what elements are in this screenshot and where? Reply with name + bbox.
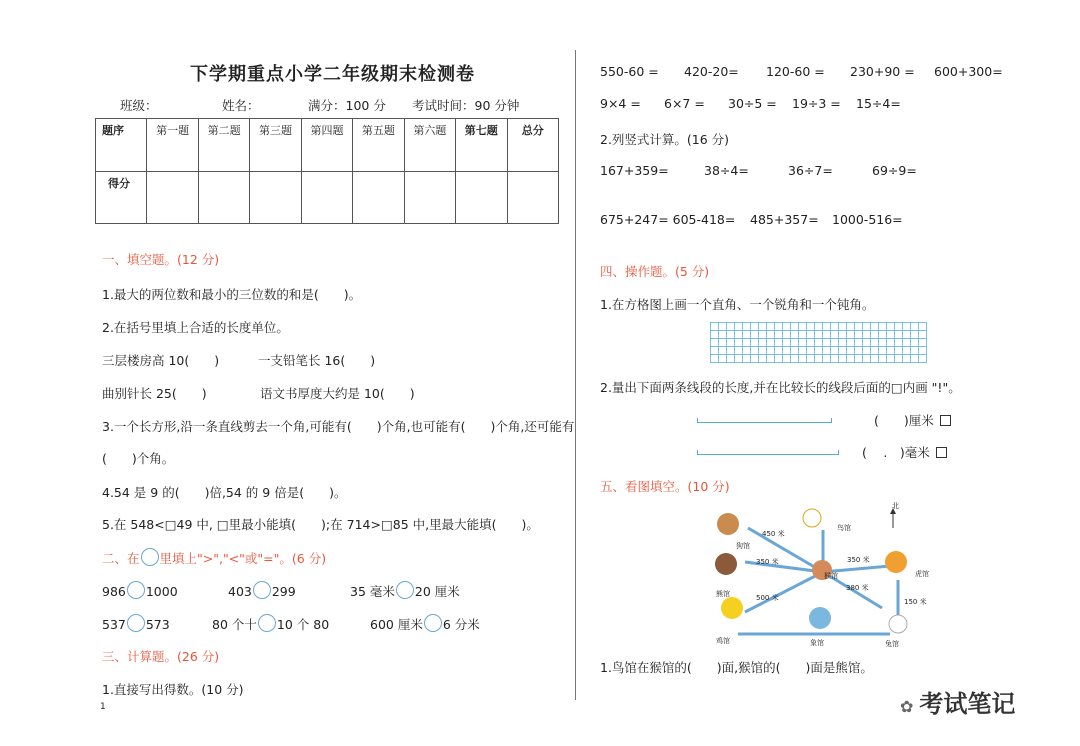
place-label: 兔馆: [885, 640, 899, 648]
distance-label: 350 米: [847, 556, 870, 564]
s3-q2: 2.列竖式计算。(16 分): [600, 132, 730, 147]
compare-right: 10 个 80: [276, 617, 330, 632]
column-divider: [575, 50, 576, 700]
s1-q5: 5.在 548<□49 中, □里最小能填( );在 714>□85 中,里最大能填( )。: [102, 517, 539, 532]
s1-q4: 4.54 是 9 的( )倍,54 的 9 倍是( )。: [102, 485, 347, 500]
unit-text: ( )厘米: [874, 413, 934, 428]
calc-item: 120-60 =: [766, 64, 825, 79]
score-table-header: 题序: [96, 119, 147, 172]
score-table-header: 第七题: [456, 119, 507, 172]
s1-q2b: 一支铅笔长 16( ): [258, 353, 376, 368]
score-row-label: 得分: [96, 171, 147, 224]
calc-item: 30÷5 =: [728, 96, 777, 111]
score-table-header: 第一题: [147, 119, 198, 172]
distance-label: 150 米: [904, 598, 927, 606]
s1-q3: 3.一个长方形,沿一条直线剪去一个角,可能有( )个角,也可能有( )个角,还可能有: [102, 419, 575, 434]
tiger-icon: [885, 551, 907, 573]
name-label: 姓名：: [222, 98, 260, 113]
calc-item: 15÷4=: [856, 96, 901, 111]
score-cell[interactable]: [404, 171, 455, 224]
place-label: 猴馆: [824, 572, 838, 580]
compare-left: 986: [102, 584, 126, 599]
s1-q2a: 三层楼房高 10( ): [102, 353, 220, 368]
section5-title: 五、看图填空。(10 分): [600, 479, 730, 494]
compare-item: [102, 614, 170, 632]
score-table-header: 第三题: [250, 119, 301, 172]
section2-title: [102, 548, 326, 567]
calc-item: 600+300=: [934, 64, 1003, 79]
score-cell[interactable]: [353, 171, 404, 224]
calc-item: 675+247= 605-418=: [600, 212, 736, 227]
rabbit-icon: [889, 615, 907, 633]
calc-item: 167+359=: [600, 163, 669, 178]
mark-box[interactable]: [940, 415, 951, 426]
dog-icon: [717, 513, 739, 535]
score-table: [95, 118, 559, 224]
compare-right: 20 厘米: [414, 584, 460, 599]
watermark-text: 考试笔记: [919, 690, 1016, 718]
s4-q1: 1.在方格图上画一个直角、一个锐角和一个钝角。: [600, 297, 875, 312]
score-table-header: 第四题: [301, 119, 352, 172]
place-label: 熊馆: [716, 590, 730, 598]
drawing-grid[interactable]: [710, 322, 927, 363]
compare-right: 1000: [145, 584, 178, 599]
place-label: 鸟馆: [837, 524, 851, 532]
score-table-header: 第六题: [404, 119, 455, 172]
distance-label: 380 米: [846, 584, 869, 592]
distance-label: 450 米: [762, 530, 785, 538]
compare-circle-input[interactable]: [396, 581, 414, 599]
section1-title: 一、填空题。(12 分): [102, 252, 220, 267]
calc-item: 420-20=: [684, 64, 739, 79]
compare-left: 80 个十: [212, 617, 257, 632]
s1-q2c: 曲别针长 25( ): [102, 386, 207, 401]
score-cell[interactable]: [198, 171, 249, 224]
calc-item: 9×4 =: [600, 96, 641, 111]
s4-q2: 2.量出下面两条线段的长度,并在比较长的线段后面的□内画 "!"。: [600, 380, 961, 395]
score-cell[interactable]: [147, 171, 198, 224]
distance-label: 350 米: [756, 558, 779, 566]
s1-q2: 2.在括号里填上合适的长度单位。: [102, 320, 289, 335]
unit-text: ( . )毫米: [862, 445, 930, 460]
calc-item: 19÷3 =: [792, 96, 841, 111]
score-table-header: 第五题: [353, 119, 404, 172]
compare-left: 35 毫米: [350, 584, 395, 599]
s1-q2d: 语文书厚度大约是 10( ): [260, 386, 415, 401]
segment2-answer: [862, 443, 947, 461]
zoo-map: [700, 500, 955, 652]
s3-q1: 1.直接写出得数。(10 分): [102, 682, 244, 697]
calc-item: 6×7 =: [664, 96, 705, 111]
score-cell[interactable]: [301, 171, 352, 224]
section4-title: 四、操作题。(5 分): [600, 264, 710, 279]
compare-left: 403: [228, 584, 252, 599]
compare-item: [102, 581, 178, 599]
compare-circle-icon: [141, 548, 159, 566]
compare-left: 600 厘米: [370, 617, 423, 632]
calc-item: 69÷9=: [872, 163, 917, 178]
s2-title-part: 二、在: [102, 551, 140, 566]
score-cell[interactable]: [456, 171, 507, 224]
compare-right: 299: [271, 584, 296, 599]
compare-left: 537: [102, 617, 126, 632]
north-label: 北: [892, 502, 899, 510]
compare-circle-input[interactable]: [127, 581, 145, 599]
compare-item: [370, 614, 480, 633]
score-cell[interactable]: [507, 171, 559, 224]
place-label: 虎馆: [915, 570, 929, 578]
bird-icon: [803, 509, 821, 527]
compare-right: 573: [145, 617, 170, 632]
s5-q1: 1.鸟馆在猴馆的( )面,猴馆的( )面是熊馆。: [600, 660, 873, 675]
chicken-icon: [721, 597, 743, 619]
compare-circle-input[interactable]: [253, 581, 271, 599]
line-segment-2: [697, 450, 839, 455]
compare-circle-input[interactable]: [127, 614, 145, 632]
segment1-answer: [874, 411, 951, 429]
score-cell[interactable]: [250, 171, 301, 224]
compare-item: [212, 614, 329, 633]
calc-item: 230+90 =: [850, 64, 915, 79]
calc-item: 36÷7=: [788, 163, 833, 178]
bear-icon: [715, 553, 737, 575]
calc-item: 485+357=: [750, 212, 819, 227]
place-label: 狗馆: [736, 542, 750, 550]
elephant-icon: [809, 607, 831, 629]
place-label: 鸡馆: [716, 637, 730, 645]
score-table-header: 第二题: [198, 119, 249, 172]
wechat-icon: ✿: [900, 697, 914, 716]
calc-item: 38÷4=: [704, 163, 749, 178]
full-score-label: 满分：100 分: [308, 98, 386, 113]
page-title: 下学期重点小学二年级期末检测卷: [190, 64, 475, 85]
compare-right: 6 分米: [442, 617, 480, 632]
s2-title-part: 里填上">","<"或"="。(6 分): [159, 551, 327, 566]
calc-item: 1000-516=: [832, 212, 903, 227]
class-label: 班级：: [120, 98, 158, 113]
distance-label: 500 米: [756, 594, 779, 602]
s1-q3b: ( )个角。: [102, 451, 175, 466]
compare-circle-input[interactable]: [424, 614, 442, 632]
calc-item: 550-60 =: [600, 64, 659, 79]
compare-circle-input[interactable]: [258, 614, 276, 632]
mark-box[interactable]: [936, 447, 947, 458]
line-segment-1: [697, 418, 832, 423]
exam-time-label: 考试时间：90 分钟: [412, 98, 520, 113]
page-number: 1: [100, 702, 106, 712]
compare-item: [350, 581, 460, 600]
compare-item: [228, 581, 296, 599]
section3-title: 三、计算题。(26 分): [102, 649, 220, 664]
place-label: 象馆: [810, 639, 824, 647]
watermark: [900, 684, 1015, 719]
score-table-header: 总分: [507, 119, 559, 172]
s1-q1: 1.最大的两位数和最小的三位数的和是( )。: [102, 287, 362, 302]
